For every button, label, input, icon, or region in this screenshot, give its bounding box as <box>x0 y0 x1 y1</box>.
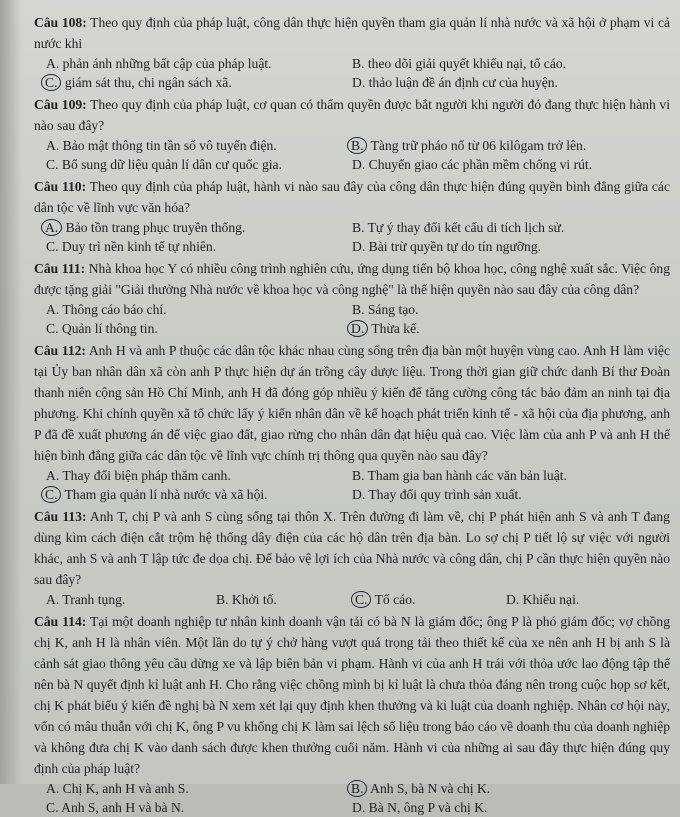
option-letter: C. <box>46 321 59 336</box>
option-text: Chị K, anh H và anh S. <box>62 781 189 796</box>
option-text: Tàng trữ pháo nổ từ 06 kilôgam trở lên. <box>370 138 587 153</box>
option-letter: C. <box>46 157 59 172</box>
option-text: Thay đổi quy trình sản xuất. <box>368 487 522 502</box>
question-stem <box>34 176 670 218</box>
option-letter: A. <box>46 138 60 153</box>
question-number: Câu 113: <box>34 509 87 524</box>
answer-option-b <box>352 300 670 319</box>
question-stem <box>34 94 670 136</box>
option-letter: C. <box>41 74 61 91</box>
option-letter: D. <box>506 592 520 607</box>
answer-option-a <box>46 779 352 798</box>
option-letter: B. <box>352 302 365 317</box>
answer-option-a <box>46 54 352 73</box>
option-text: Khởi tố. <box>231 592 277 607</box>
option-letter: D. <box>347 320 368 337</box>
question-114 <box>34 611 670 817</box>
answer-option-a <box>46 136 352 155</box>
answer-option-d <box>352 319 670 338</box>
question-stem <box>34 340 670 466</box>
answer-option-c <box>46 485 352 504</box>
answer-options <box>34 136 670 174</box>
option-text: giám sát thu, chi ngân sách xã. <box>64 75 232 90</box>
question-text: Theo quy định của pháp luật, cơ quan có thẩm quyền được bắt người khi người đó đang thực hiện hành vi nào sau đây? <box>34 97 671 133</box>
option-letter: B. <box>352 220 365 235</box>
option-letter: A. <box>46 56 60 71</box>
answer-option-a <box>46 466 352 485</box>
option-letter: A. <box>46 302 60 317</box>
option-text: Tranh tụng. <box>62 592 126 607</box>
option-text: Tham gia quản lí nhà nước và xã hội. <box>64 487 268 502</box>
option-text: Bài trừ quyền tự do tín ngưỡng. <box>368 239 542 254</box>
question-list <box>34 12 670 817</box>
answer-option-c <box>356 590 506 609</box>
answer-option-c <box>46 798 352 817</box>
option-letter: A. <box>46 468 60 483</box>
answer-option-d <box>506 590 670 609</box>
option-text: Bảo tồn trang phục truyền thống. <box>65 220 246 235</box>
question-number: Câu 108: <box>34 15 87 30</box>
question-text: Anh T, chị P và anh S cùng sống tại thôn X. Trên đường đi làm về, chị P phát hiện anh S và anh T đang dùng kìm cách điện cắt trộm hệ thống dây điện của các hộ dân trên địa bàn. Lo sợ chị P tiết lộ sự việc với người khác, anh S và anh T lập tức đe dọa chị. Để bảo vệ lợi ích của Nhà nước và công dân, chị P cần thực hiện quyền nào sau đây? <box>34 509 670 587</box>
question-text: Theo quy định của pháp luật, hành vi nào sau đây của công dân thực hiện đúng quyền bình đẳng giữa các dân tộc về lĩnh vực văn hóa? <box>34 179 671 215</box>
answer-option-c <box>46 155 352 174</box>
option-text: Tự ý thay đổi kết cấu di tích lịch sử. <box>367 220 565 235</box>
answer-option-c <box>46 237 352 256</box>
option-letter: D. <box>352 157 366 172</box>
question-111 <box>34 258 670 338</box>
answer-options <box>34 779 670 817</box>
answer-option-b <box>352 466 670 485</box>
option-letter: D. <box>352 75 366 90</box>
option-letter: D. <box>352 239 366 254</box>
option-letter: C. <box>351 591 371 608</box>
question-112 <box>34 340 670 504</box>
answer-options <box>34 466 670 504</box>
option-letter: B. <box>347 137 367 154</box>
option-text: theo dõi giải quyết khiếu nại, tố cáo. <box>367 56 567 71</box>
option-text: Khiếu nại. <box>522 592 580 607</box>
option-text: Tố cáo. <box>374 592 416 607</box>
answer-options <box>34 300 670 338</box>
answer-option-d <box>352 798 670 817</box>
answer-options <box>34 218 670 256</box>
question-stem <box>34 611 670 779</box>
question-number: Câu 110: <box>34 179 87 194</box>
answer-option-a <box>46 300 352 319</box>
answer-options <box>34 590 670 609</box>
option-letter: B. <box>347 780 367 797</box>
option-text: Anh S, bà N và chị K. <box>370 781 491 796</box>
option-text: Thay đổi biện pháp thăm canh. <box>62 468 231 483</box>
answer-option-c <box>46 73 352 92</box>
answer-options <box>34 54 670 92</box>
question-113 <box>34 506 670 609</box>
question-number: Câu 111: <box>34 261 86 276</box>
answer-option-b <box>352 54 670 73</box>
answer-option-c <box>46 319 352 338</box>
question-109 <box>34 94 670 174</box>
option-text: Duy trì nền kinh tế tự nhiên. <box>61 239 217 254</box>
answer-option-d <box>352 73 670 92</box>
page-shadow <box>0 0 22 784</box>
answer-option-d <box>352 237 670 256</box>
option-letter: A. <box>46 592 60 607</box>
option-text: Chuyển giao các phần mềm chống vi rút. <box>368 157 593 172</box>
option-letter: A. <box>41 219 62 236</box>
answer-option-d <box>352 485 670 504</box>
option-text: Bảo mật thông tin tần số vô tuyến điện. <box>62 138 277 153</box>
option-letter: C. <box>46 239 59 254</box>
question-text: Anh H và anh P thuộc các dân tộc khác nhau cùng sống trên địa bàn một huyện vùng cao. Anh H làm việc tại Ủy ban nhân dân xã còn anh P thực hiện dự án trồng cây dược liệu. Trong thời gian giữ chức danh Bí thư Đoàn thanh niên cộng sản Hồ Chí Minh, anh H đã đóng góp nhiều ý kiến để tăng cường công tác bảo đảm an ninh tại địa phương. Khi chính quyền xã tổ chức lấy ý kiến nhân dân về kế hoạch phát triển kinh tế - xã hội của địa phương, anh P đã đề xuất phương án để việc giao đất, giao rừng cho nhân dân đạt hiệu quả cao. Việc làm của anh P và anh H thể hiện bình đẳng giữa các dân tộc về lĩnh vực chính trị thông qua quyền nào sau đây? <box>34 343 670 463</box>
option-letter: D. <box>352 487 366 502</box>
option-text: Thông cáo báo chí. <box>62 302 167 317</box>
option-letter: C. <box>41 486 61 503</box>
option-text: thảo luận đề án định cư của huyện. <box>368 75 558 90</box>
question-stem <box>34 258 670 300</box>
option-text: Sáng tạo. <box>367 302 419 317</box>
option-text: Bà N, ông P và chị K. <box>368 800 488 815</box>
option-text: phản ánh những bất cập của pháp luật. <box>62 56 272 71</box>
answer-option-a <box>46 218 352 237</box>
option-text: Tham gia ban hành các văn bản luật. <box>367 468 567 483</box>
answer-option-b <box>352 779 670 798</box>
question-number: Câu 109: <box>34 97 87 112</box>
option-letter: B. <box>216 592 229 607</box>
option-text: Quản lí thông tin. <box>61 321 158 336</box>
option-text: Bổ sung dữ liệu quản lí dân cư quốc gia. <box>61 157 282 172</box>
question-stem <box>34 506 670 590</box>
question-110 <box>34 176 670 256</box>
option-letter: D. <box>352 800 366 815</box>
question-number: Câu 114: <box>34 614 87 629</box>
question-text: Tại một doanh nghiệp tư nhân kinh doanh vận tải có bà N là giám đốc; ông P là phó giám đốc; vợ chồng chị K, anh H là nhân viên. Một lần do tự ý chở hàng vượt quá trọng tải theo thiết kế của xe nên anh H bị anh S là cảnh sát giao thông yêu cầu dừng xe và lập biên bản vi phạm. Hành vi của anh H trái với thỏa ước lao động tập thể nên bà N quyết định kỉ luật anh H. Cho rằng việc chồng mình bị kỉ luật là chưa thỏa đáng nên trong cuộc họp sơ kết, chị K phát biểu ý kiến đề nghị bà N xem xét lại quy định khen thưởng và kỉ luật của doanh nghiệp. Nhân cơ hội này, vốn có mâu thuẫn với chị K, ông P vu khống chị K làm sai lệch số liệu trong báo cáo về doanh thu của doanh nghiệp và không đưa chị K vào danh sách được khen thưởng cuối năm. Hành vi của những ai sau đây thực hiện đúng quy định của pháp luật? <box>34 614 670 776</box>
option-text: Thừa kế. <box>371 321 420 336</box>
question-stem <box>34 12 670 54</box>
question-number: Câu 112: <box>34 343 86 358</box>
question-text: Theo quy định của pháp luật, công dân thực hiện quyền tham gia quản lí nhà nước và xã hội ở phạm vi cả nước khi <box>34 15 671 51</box>
option-text: Anh S, anh H và bà N. <box>61 800 185 815</box>
question-text: Nhà khoa học Y có nhiều công trình nghiên cứu, ứng dụng tiến bộ khoa học, công nghệ xuất sắc. Việc ông được tặng giải "Giải thưởng Nhà nước về khoa học và công nghệ" là thể hiện quyền nào sau đây của công dân? <box>34 261 670 297</box>
answer-option-d <box>352 155 670 174</box>
option-letter: B. <box>352 56 365 71</box>
answer-option-b <box>352 218 670 237</box>
option-letter: C. <box>46 800 59 815</box>
answer-option-b <box>352 136 670 155</box>
option-letter: B. <box>352 468 365 483</box>
option-letter: A. <box>46 781 60 796</box>
question-108 <box>34 12 670 92</box>
answer-option-a <box>46 590 216 609</box>
answer-option-b <box>216 590 356 609</box>
